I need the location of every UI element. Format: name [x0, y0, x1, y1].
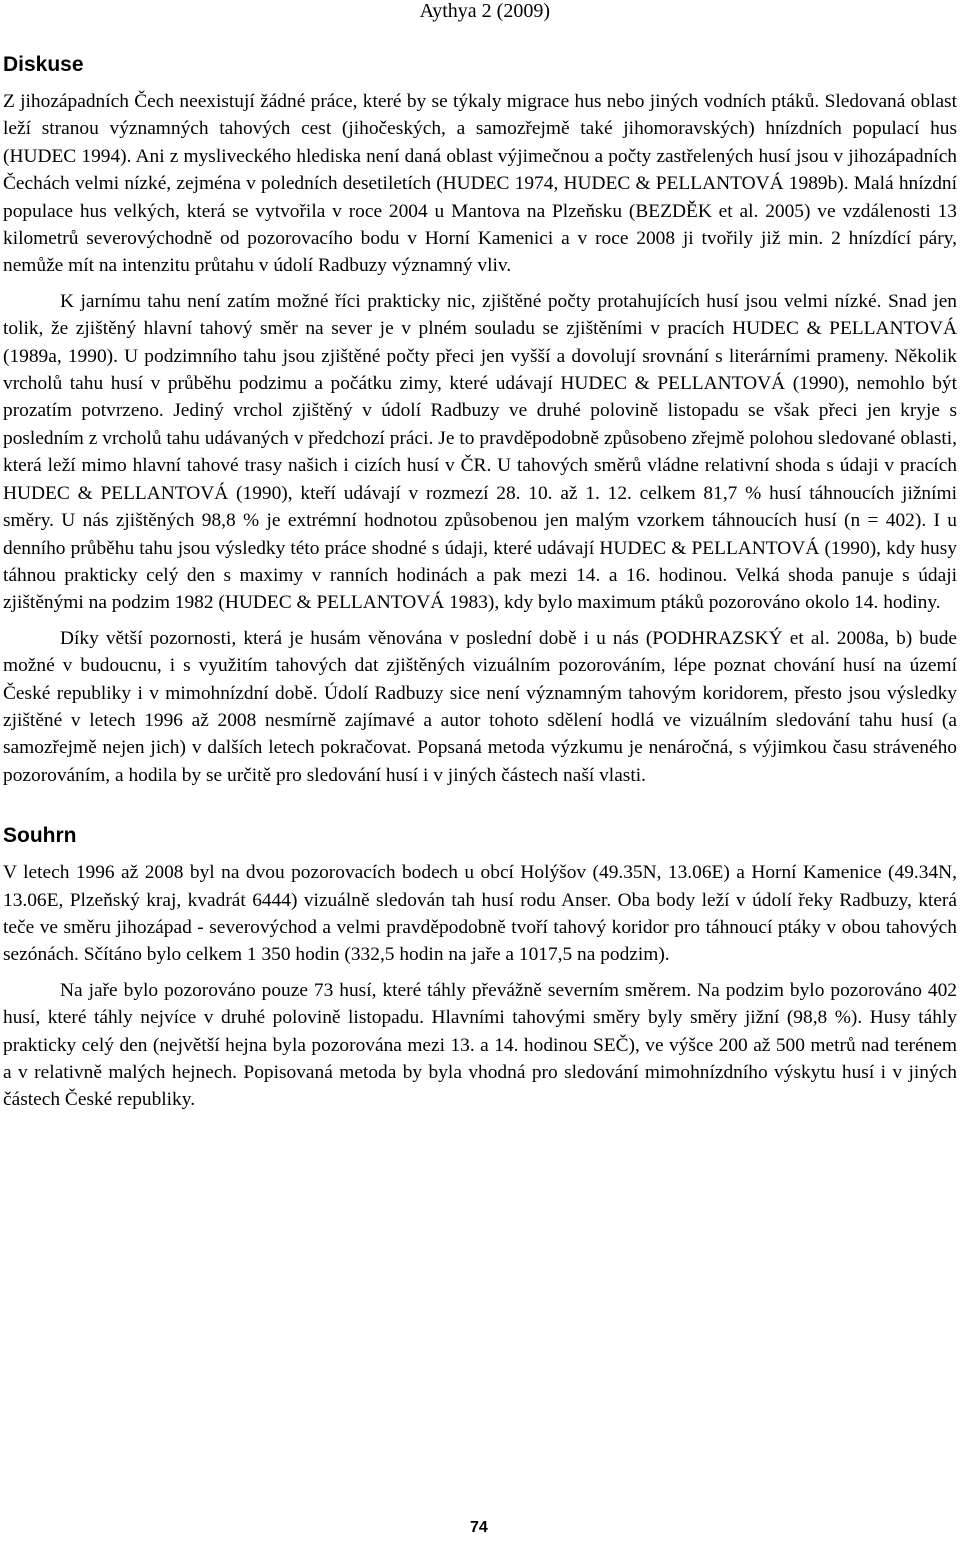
page-number: 74 [470, 1519, 488, 1536]
journal-header: Aythya 2 (2009) [419, 0, 550, 22]
souhrn-paragraph-1: V letech 1996 až 2008 byl na dvou pozorovacích bodech u obcí Holýšov (49.35N, 13.06E) a Horní Kamenice (49.34N, 13.06E, Plzeňský kraj, kvadrát 6444) vizuálně sledován tah husí rodu Anser. Oba body leží v údolí řeky Radbuzy, která teče ve směru jihozápad - severovýchod a velmi pravděpodobně tvoří tahový koridor pro táhnoucí ptáky v obou tahových sezónách. Sčítáno bylo celkem 1 350 hodin (332,5 hodin na jaře a 1017,5 na podzim). [3, 862, 957, 966]
souhrn-paragraph-2: Na jaře bylo pozorováno pouze 73 husí, které táhly převážně severním směrem. Na podzim bylo pozorováno 402 husí, které táhly nejvíce v druhé polovině listopadu. Hlavními tahovými směry byly směry jižní (98,8 %). Husy táhly prakticky celý den (největší hejna byla pozorována mezi 13. a 14. hodinou SEČ), ve výšce 200 až 500 metrů nad terénem a v relativně malých hejnech. Popisovaná metoda by byla vhodná pro sledování mimohnízdního výskytu husí i v jiných částech České republiky. [3, 979, 957, 1111]
article-body [3, 52, 957, 1114]
diskuse-paragraph-3: Díky větší pozornosti, která je husám věnována v poslední době i u nás (PODHRAZSKÝ et al. 2008a, b) bude možné v budoucnu, i s využitím tahových dat zjištěných vizuálním pozorováním, lépe poznat chování husí na území České republiky i v mimohnízdní době. Údolí Radbuzy sice není významným tahovým koridorem, přesto jsou výsledky zjištěné v letech 1996 až 2008 nesmírně zajímavé a autor tohoto sdělení hodlá ve vizuálním sledování tahu husí (a samozřejmě nejen jich) v dalších letech pokračovat. Popsaná metoda výzkumu je nenáročná, s výjimkou času stráveného pozorováním, a hodila by se určitě pro sledování husí i v jiných částech naší vlasti. [3, 627, 957, 786]
diskuse-paragraph-1: Z jihozápadních Čech neexistují žádné práce, které by se týkaly migrace hus nebo jiných vodních ptáků. Sledovaná oblast leží stranou významných tahových cest (jihočeských, a samozřejmě také jihomoravských) hnízdních populací hus (HUDEC 1994). Ani z mysliveckého hlediska není daná oblast výjimečnou a počty zastřelených husí jsou v jihozápadních Čechách velmi nízké, zejména v poledních desetiletích (HUDEC 1974, HUDEC & PELLANTOVÁ 1989b). Malá hnízdní populace hus velkých, která se vytvořila v roce 2004 u Mantova na Plzeňsku (BEZDĚK et al. 2005) ve vzdálenosti 13 kilometrů severovýchodně od pozorovacího bodu v Horní Kamenici a v roce 2008 ji tvořily již min. 2 hnízdící páry, nemůže mít na intenzitu průtahu v údolí Radbuzy významný vliv. [3, 91, 957, 277]
diskuse-paragraph-2: K jarnímu tahu není zatím možné říci prakticky nic, zjištěné počty protahujících husí jsou velmi nízké. Snad jen tolik, že zjištěný hlavní tahový směr na sever je v plném souladu se zjištěními v pracích HUDEC & PELLANTOVÁ (1989a, 1990). U podzimního tahu jsou zjištěné počty přeci jen vyšší a dovolují srovnání s literárními prameny. Několik vrcholů tahu husí v průběhu podzimu a počátku zimy, které udávají HUDEC & PELLANTOVÁ (1990), nemohlo být prozatím potvrzeno. Jediný vrchol zjištěný v údolí Radbuzy ve druhé polovině listopadu se však přeci jen kryje s posledním z vrcholů tahu udávaných v předchozí práci. Je to pravděpodobně způsobeno zřejmě polohou sledované oblasti, která leží mimo hlavní tahové trasy našich i cizích husí v ČR. U tahových směrů vládne relativní shoda s údaji v pracích HUDEC & PELLANTOVÁ (1990), kteří udávají v rozmezí 28. 10. až 1. 12. celkem 81,7 % husí táhnoucích jižními směry. U nás zjištěných 98,8 % je extrémní hodnotou způsobenou jen malým vzorkem táhnoucích husí (n = 402). I u denního průběhu tahu jsou výsledky této práce shodné s údaji, které udávají HUDEC & PELLANTOVÁ (1990), kdy husy táhnou prakticky celý den s maximy v ranních hodinách a pak mezi 14. a 16. hodinou. Velká shoda panuje s údaji zjištěnými na podzim 1982 (HUDEC & PELLANTOVÁ 1983), kdy bylo maximum ptáků pozorováno okolo 14. hodiny. [3, 290, 957, 614]
section-title-souhrn: Souhrn [3, 824, 77, 848]
section-title-diskuse: Diskuse [3, 53, 84, 76]
